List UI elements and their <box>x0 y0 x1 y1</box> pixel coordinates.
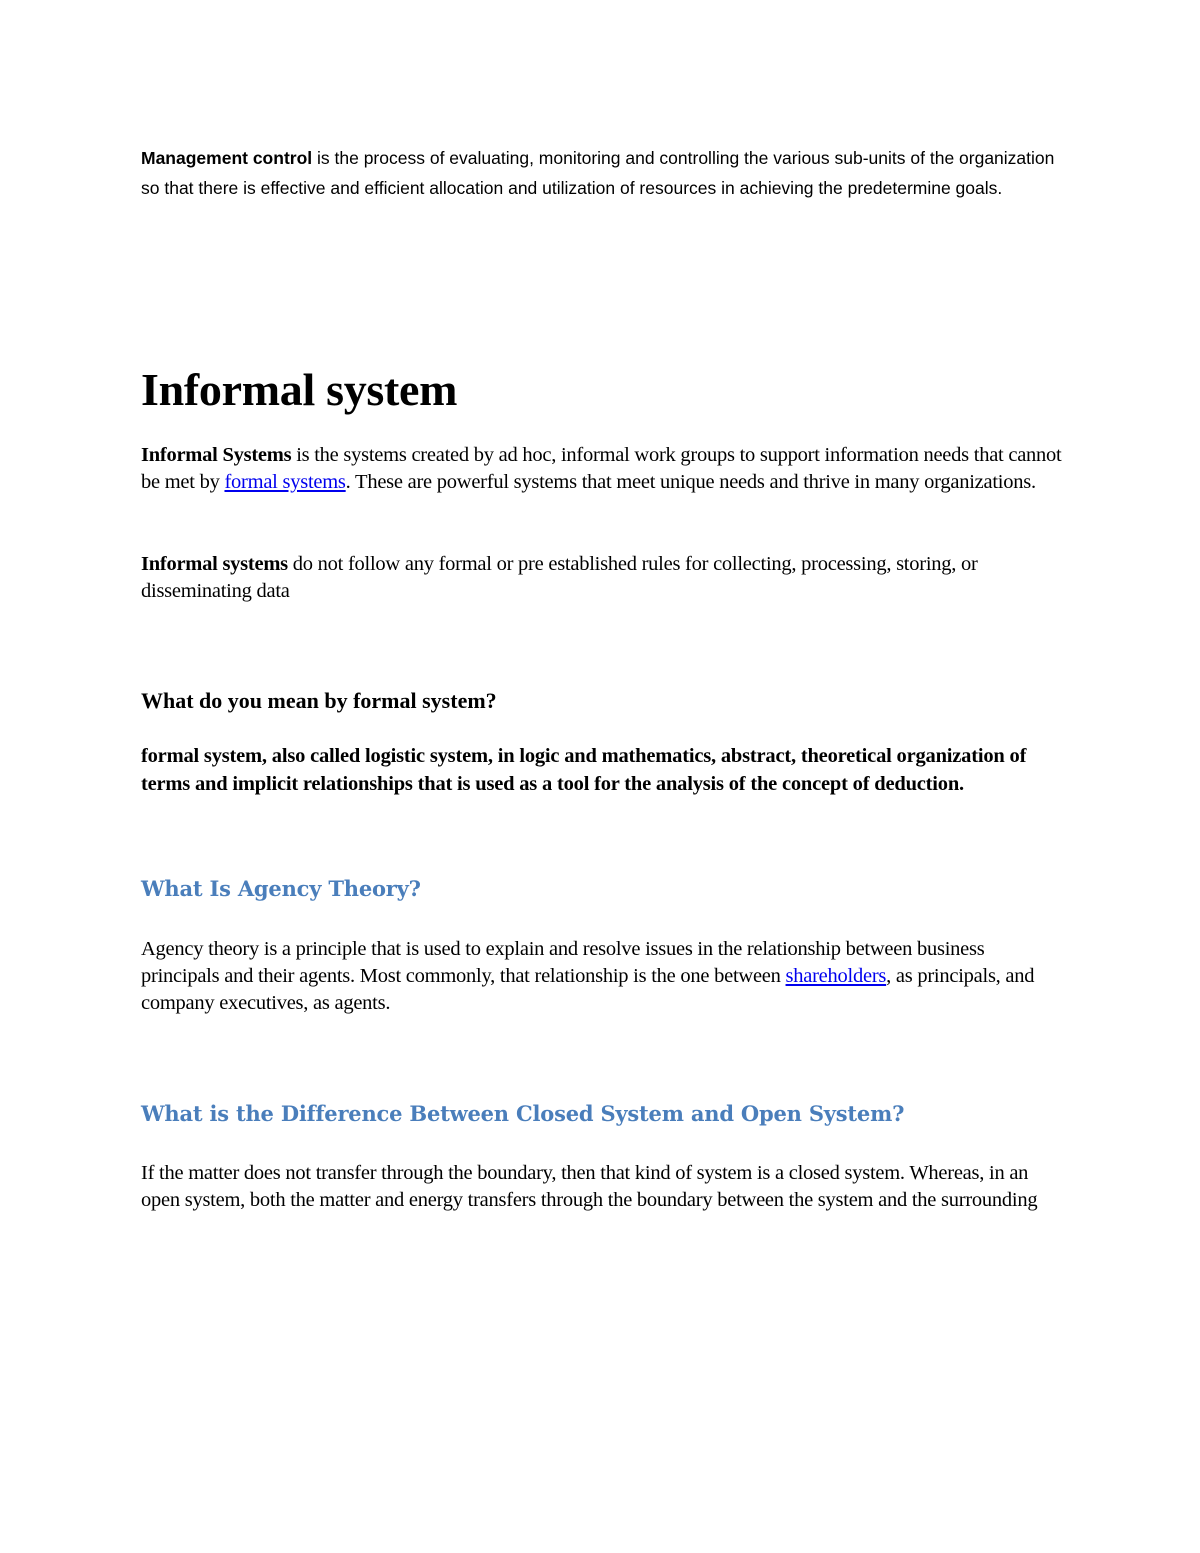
informal-systems-rules-term: Informal systems <box>141 553 288 575</box>
informal-systems-text-end: . These are powerful systems that meet unique needs and thrive in many organizations. <box>345 471 1036 493</box>
agency-theory-text-end: , as principals, and company executives, as agents. <box>141 965 1035 1014</box>
agency-theory-heading: What Is Agency Theory? <box>141 876 421 901</box>
informal-systems-term: Informal Systems <box>141 444 292 466</box>
intro-paragraph <box>141 143 1066 203</box>
formal-system-definition: formal system, also called logistic system, in logic and mathematics, abstract, theoretical organization of terms and implicit relationships that is used as a tool for the analysis of the concept of deduction. <box>141 745 1027 795</box>
closed-open-system-heading: What is the Difference Between Closed System and Open System? <box>141 1101 905 1126</box>
formal-system-heading: What do you mean by formal system? <box>141 688 497 713</box>
closed-open-system-paragraph: If the matter does not transfer through the boundary, then that kind of system is a closed system. Whereas, in an open system, both the matter and energy transfers through the boundary between the system and the surrounding <box>141 1162 1038 1211</box>
informal-system-heading: Informal system <box>141 364 458 415</box>
informal-systems-rules-paragraph <box>141 551 1066 605</box>
agency-theory-text-start: Agency theory is a principle that is used to explain and resolve issues in the relationship between business principals and their agents. Most commonly, that relationship is the one between <box>141 938 985 987</box>
informal-systems-text-start: is the systems created by ad hoc, informal work groups to support information needs that cannot be met by <box>141 444 1062 493</box>
informal-systems-rules-text: do not follow any formal or pre established rules for collecting, processing, storing, or disseminating data <box>141 553 978 602</box>
intro-term: Management control <box>141 148 313 168</box>
informal-systems-paragraph <box>141 442 1066 496</box>
formal-systems-link[interactable]: formal systems <box>224 471 346 493</box>
agency-theory-paragraph <box>141 936 1066 1017</box>
intro-text: is the process of evaluating, monitoring and controlling the various sub-units of the organization so that there is effective and efficient allocation and utilization of resources in achieving the predetermine goals. <box>141 148 1055 198</box>
shareholders-link[interactable]: shareholders <box>785 965 887 987</box>
